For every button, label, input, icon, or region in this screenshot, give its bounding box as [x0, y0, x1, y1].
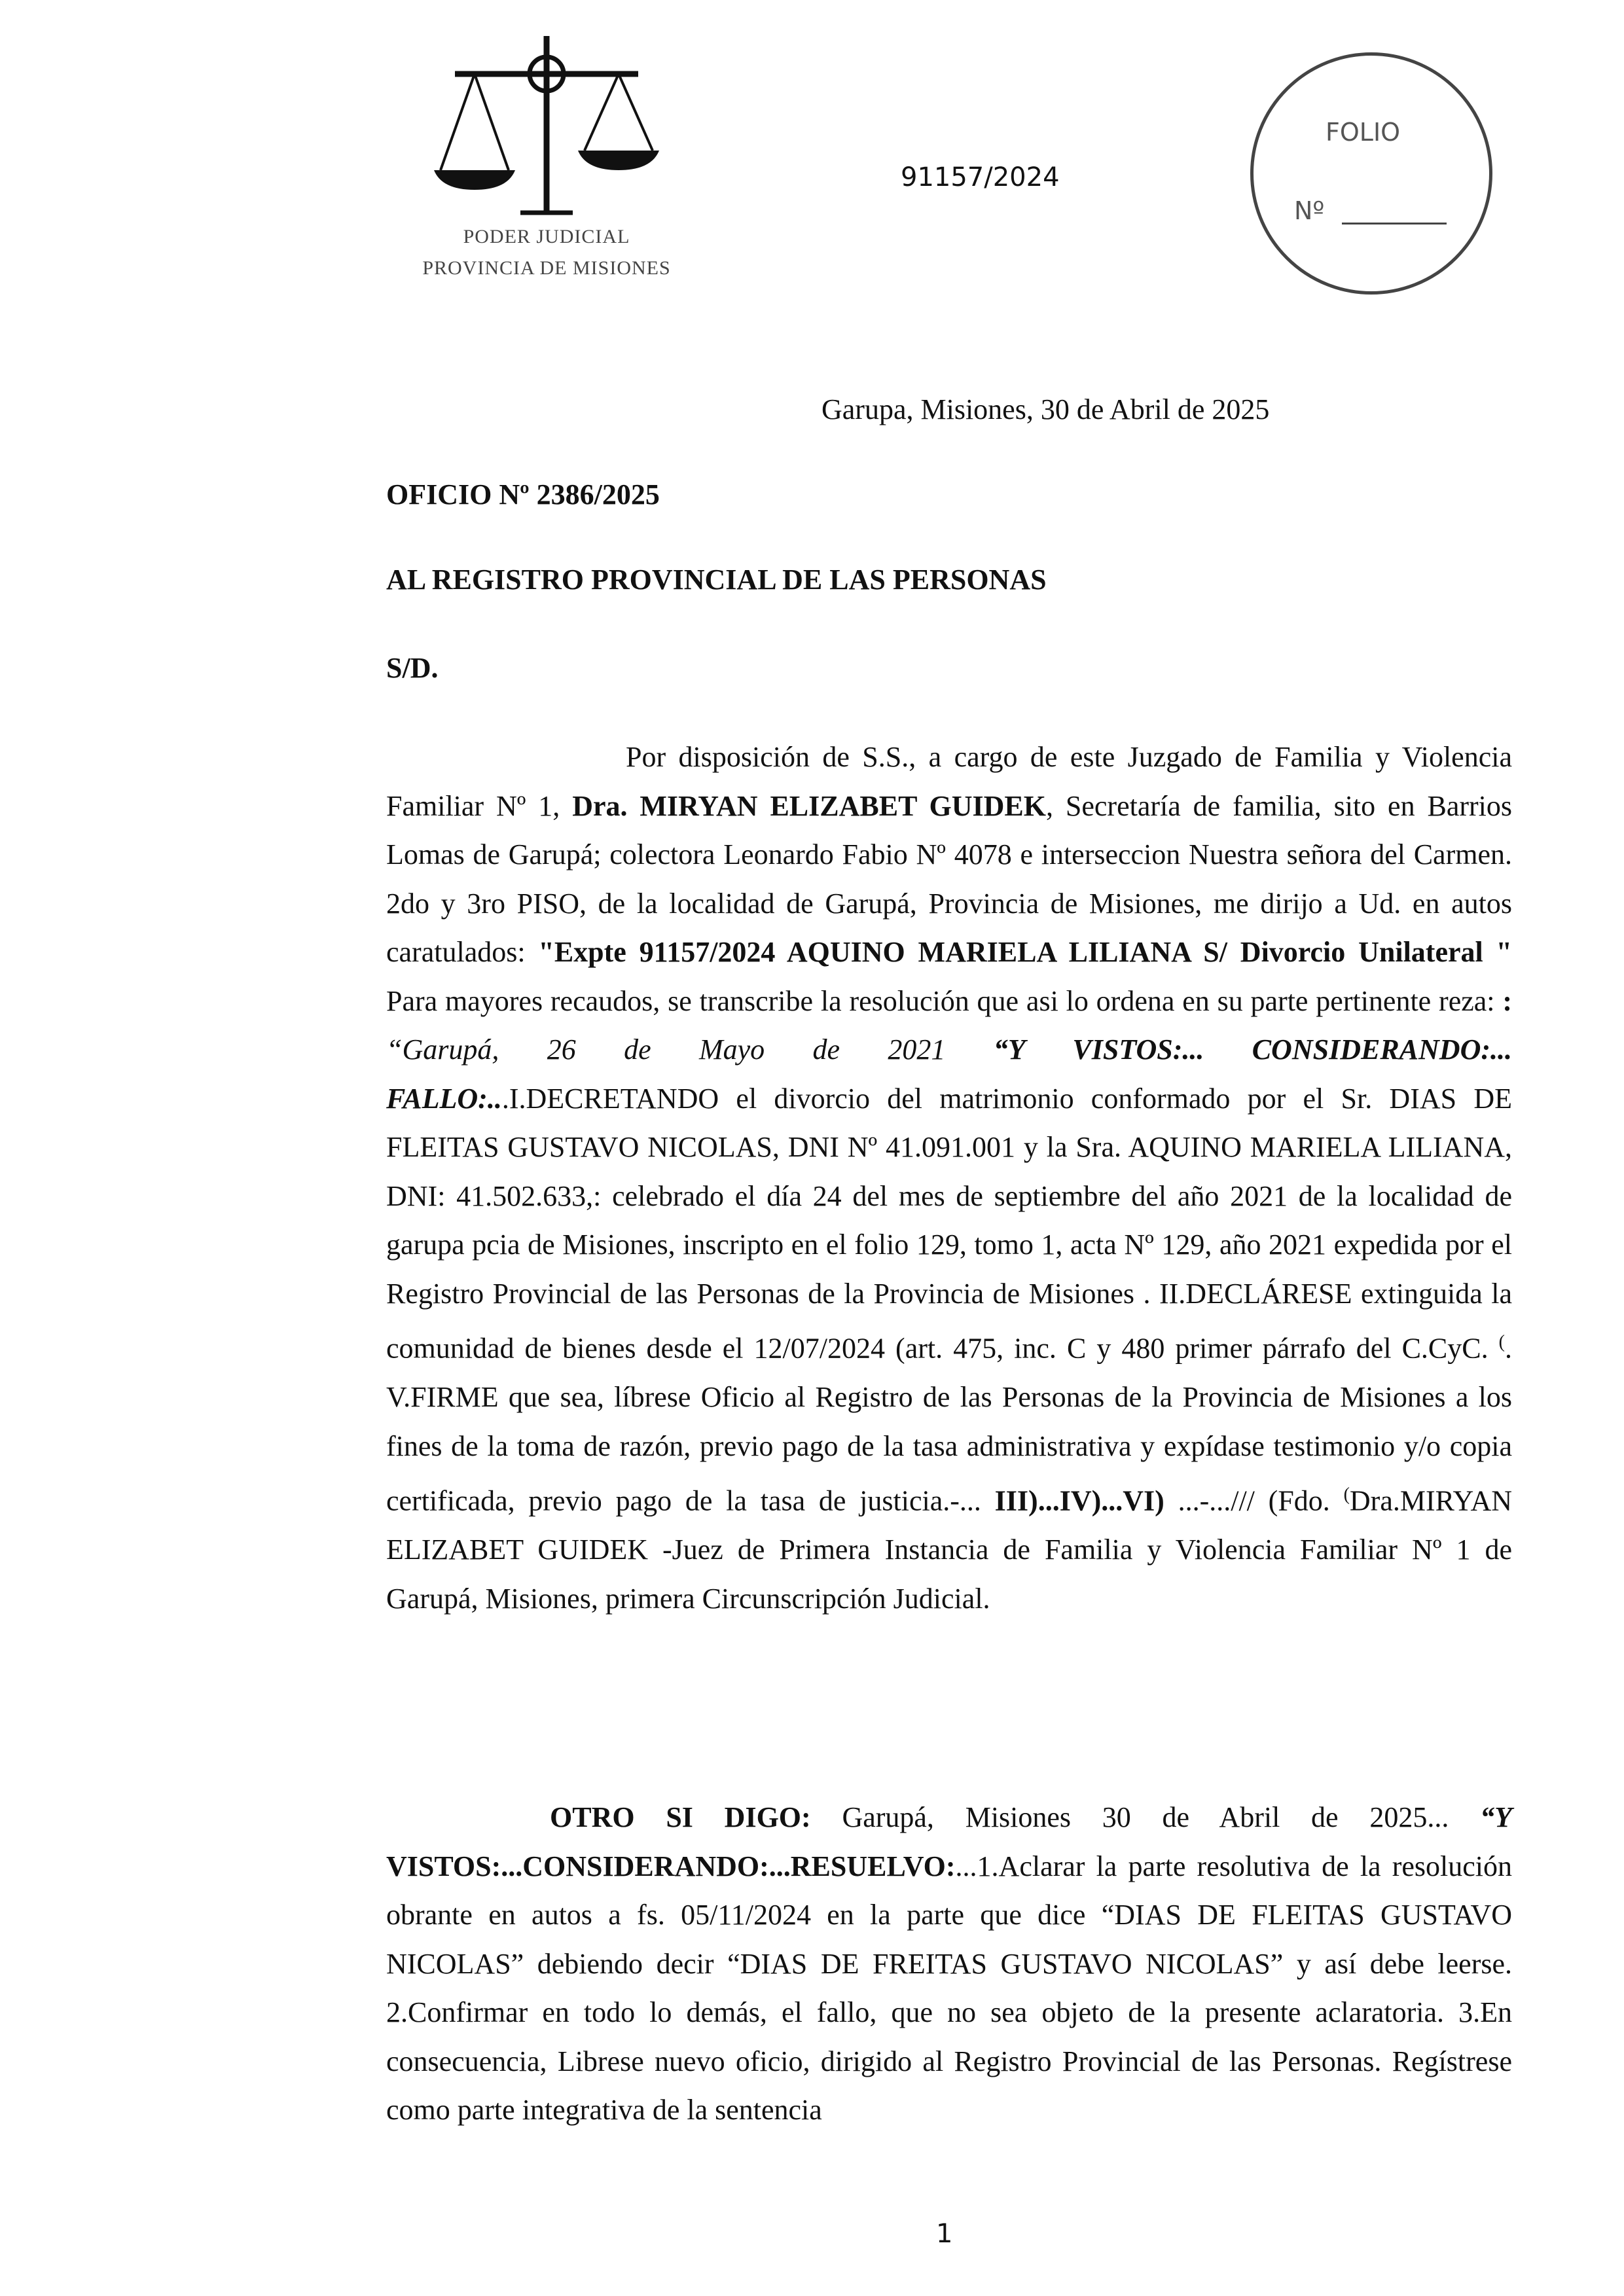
p1-resolution-date: “Garupá, 26 de Mayo de 2021: [386, 1033, 994, 1066]
expediente-number: 91157/2024: [901, 162, 1060, 192]
p2-date: Garupá, Misiones 30 de Abril de 2025...: [810, 1801, 1481, 1833]
p1-firme: . V.FIRME que sea, líbrese Oficio al Registro de las Personas de la Provincia de Misiones a los fines de la toma de razón, previo pago de la tasa administrativa y expídase testimonio y/o copia certificada, previo pago de la tasa de justicia.-...: [386, 1332, 1512, 1517]
p2-y: “Y: [1480, 1801, 1512, 1833]
p2-vistos: VISTOS:...CONSIDERANDO:...RESUELVO:: [386, 1850, 956, 1882]
folio-number-blank: [1342, 223, 1447, 224]
p1-vistos: “Y VISTOS:... CONSIDERANDO:... FALLO:..: [386, 1033, 1512, 1115]
page-number: 1: [936, 2219, 953, 2249]
p1-transcription-intro: Para mayores recaudos, se transcribe la resolución que asi lo ordena en su parte pertinente reza:: [386, 984, 1503, 1017]
p1-intro: Por disposición de S.S., a cargo de este Juzgado de Familia y Violencia Familiar Nº 1,: [386, 741, 1512, 822]
logo-text-line2: PROVINCIA DE MISIONES: [422, 257, 671, 279]
p1-case-title: "Expte 91157/2024 AQUINO MARIELA LILIANA S/ Divorcio Unilateral ": [538, 936, 1512, 968]
logo-text-line1: PODER JUDICIAL: [463, 226, 630, 247]
sd-heading: S/D.: [386, 652, 439, 684]
body-paragraph-1: [386, 733, 1512, 1623]
p2-resolution: ...1.Aclarar la parte resolutiva de la resolución obrante en autos a fs. 05/11/2024 en la parte que dice “DIAS DE FLEITAS GUSTAVO NICOLAS” debiendo decir “DIAS DE FREITAS GUSTAVO NICOLAS” y así debe leerse. 2.Confirmar en todo lo demás, el fallo, que no sea objeto de la presente aclaratoria. 3.En consecuencia, Librese nuevo oficio, dirigido al Registro Provincial de las Personas. Regístrese como parte integrativa de la sentencia: [386, 1850, 1512, 2126]
p1-colon: :: [1502, 984, 1512, 1017]
p1-sections: III)...IV)...VI): [994, 1484, 1164, 1517]
body-paragraph-2: [386, 1793, 1512, 2135]
poder-judicial-logo: [393, 36, 700, 298]
p1-judge-name: Dra. MIRYAN ELIZABET GUIDEK: [572, 789, 1046, 822]
document-date: Garupa, Misiones, 30 de Abril de 2025: [821, 393, 1270, 425]
scales-of-justice-icon: [429, 36, 664, 219]
p1-signature: Dra.MIRYAN ELIZABET GUIDEK -Juez de Primera Instancia de Familia y Violencia Familiar Nº 1 de Garupá, Misiones, primera Circunscripción Judicial.: [386, 1484, 1512, 1615]
folio-label: FOLIO: [1326, 118, 1401, 147]
p2-otro-si-digo: OTRO SI DIGO:: [550, 1801, 811, 1833]
p1-court-address: , Secretaría de familia, sito en Barrios Lomas de Garupá; colectora Leonardo Fabio Nº 4078 e interseccion Nuestra señora del Carmen. 2do y 3ro PISO, de la localidad de Garupá, Provincia de Misiones, me dirijo a Ud. en autos caratulados:: [386, 789, 1513, 968]
p1-mark-2: (: [1343, 1484, 1350, 1505]
p1-fdo: ...-.../// (Fdo.: [1164, 1484, 1344, 1517]
recipient-heading: AL REGISTRO PROVINCIAL DE LAS PERSONAS: [386, 564, 1047, 596]
oficio-title: OFICIO Nº 2386/2025: [386, 478, 660, 511]
folio-stamp: [1250, 52, 1492, 295]
p1-mark-1: (: [1498, 1332, 1505, 1352]
p1-decision: .I.DECRETANDO el divorcio del matrimonio conformado por el Sr. DIAS DE FLEITAS GUSTAVO NICOLAS, DNI Nº 41.091.001 y la Sra. AQUINO MARIELA LILIANA, DNI: 41.502.633,: celebrado el día 24 del mes de septiembre del año 2021 de la localidad de garupa pcia de Misiones, inscripto en el folio 129, tomo 1, acta Nº 129, año 2021 expedida por el Registro Provincial de las Personas de la Provincia de Misiones . II.DECLÁRESE extinguida la comunidad de bienes desde el 12/07/2024 (art. 475, inc. C y 480 primer párrafo del C.CyC.: [386, 1082, 1512, 1365]
folio-number-label: Nº: [1294, 196, 1325, 225]
